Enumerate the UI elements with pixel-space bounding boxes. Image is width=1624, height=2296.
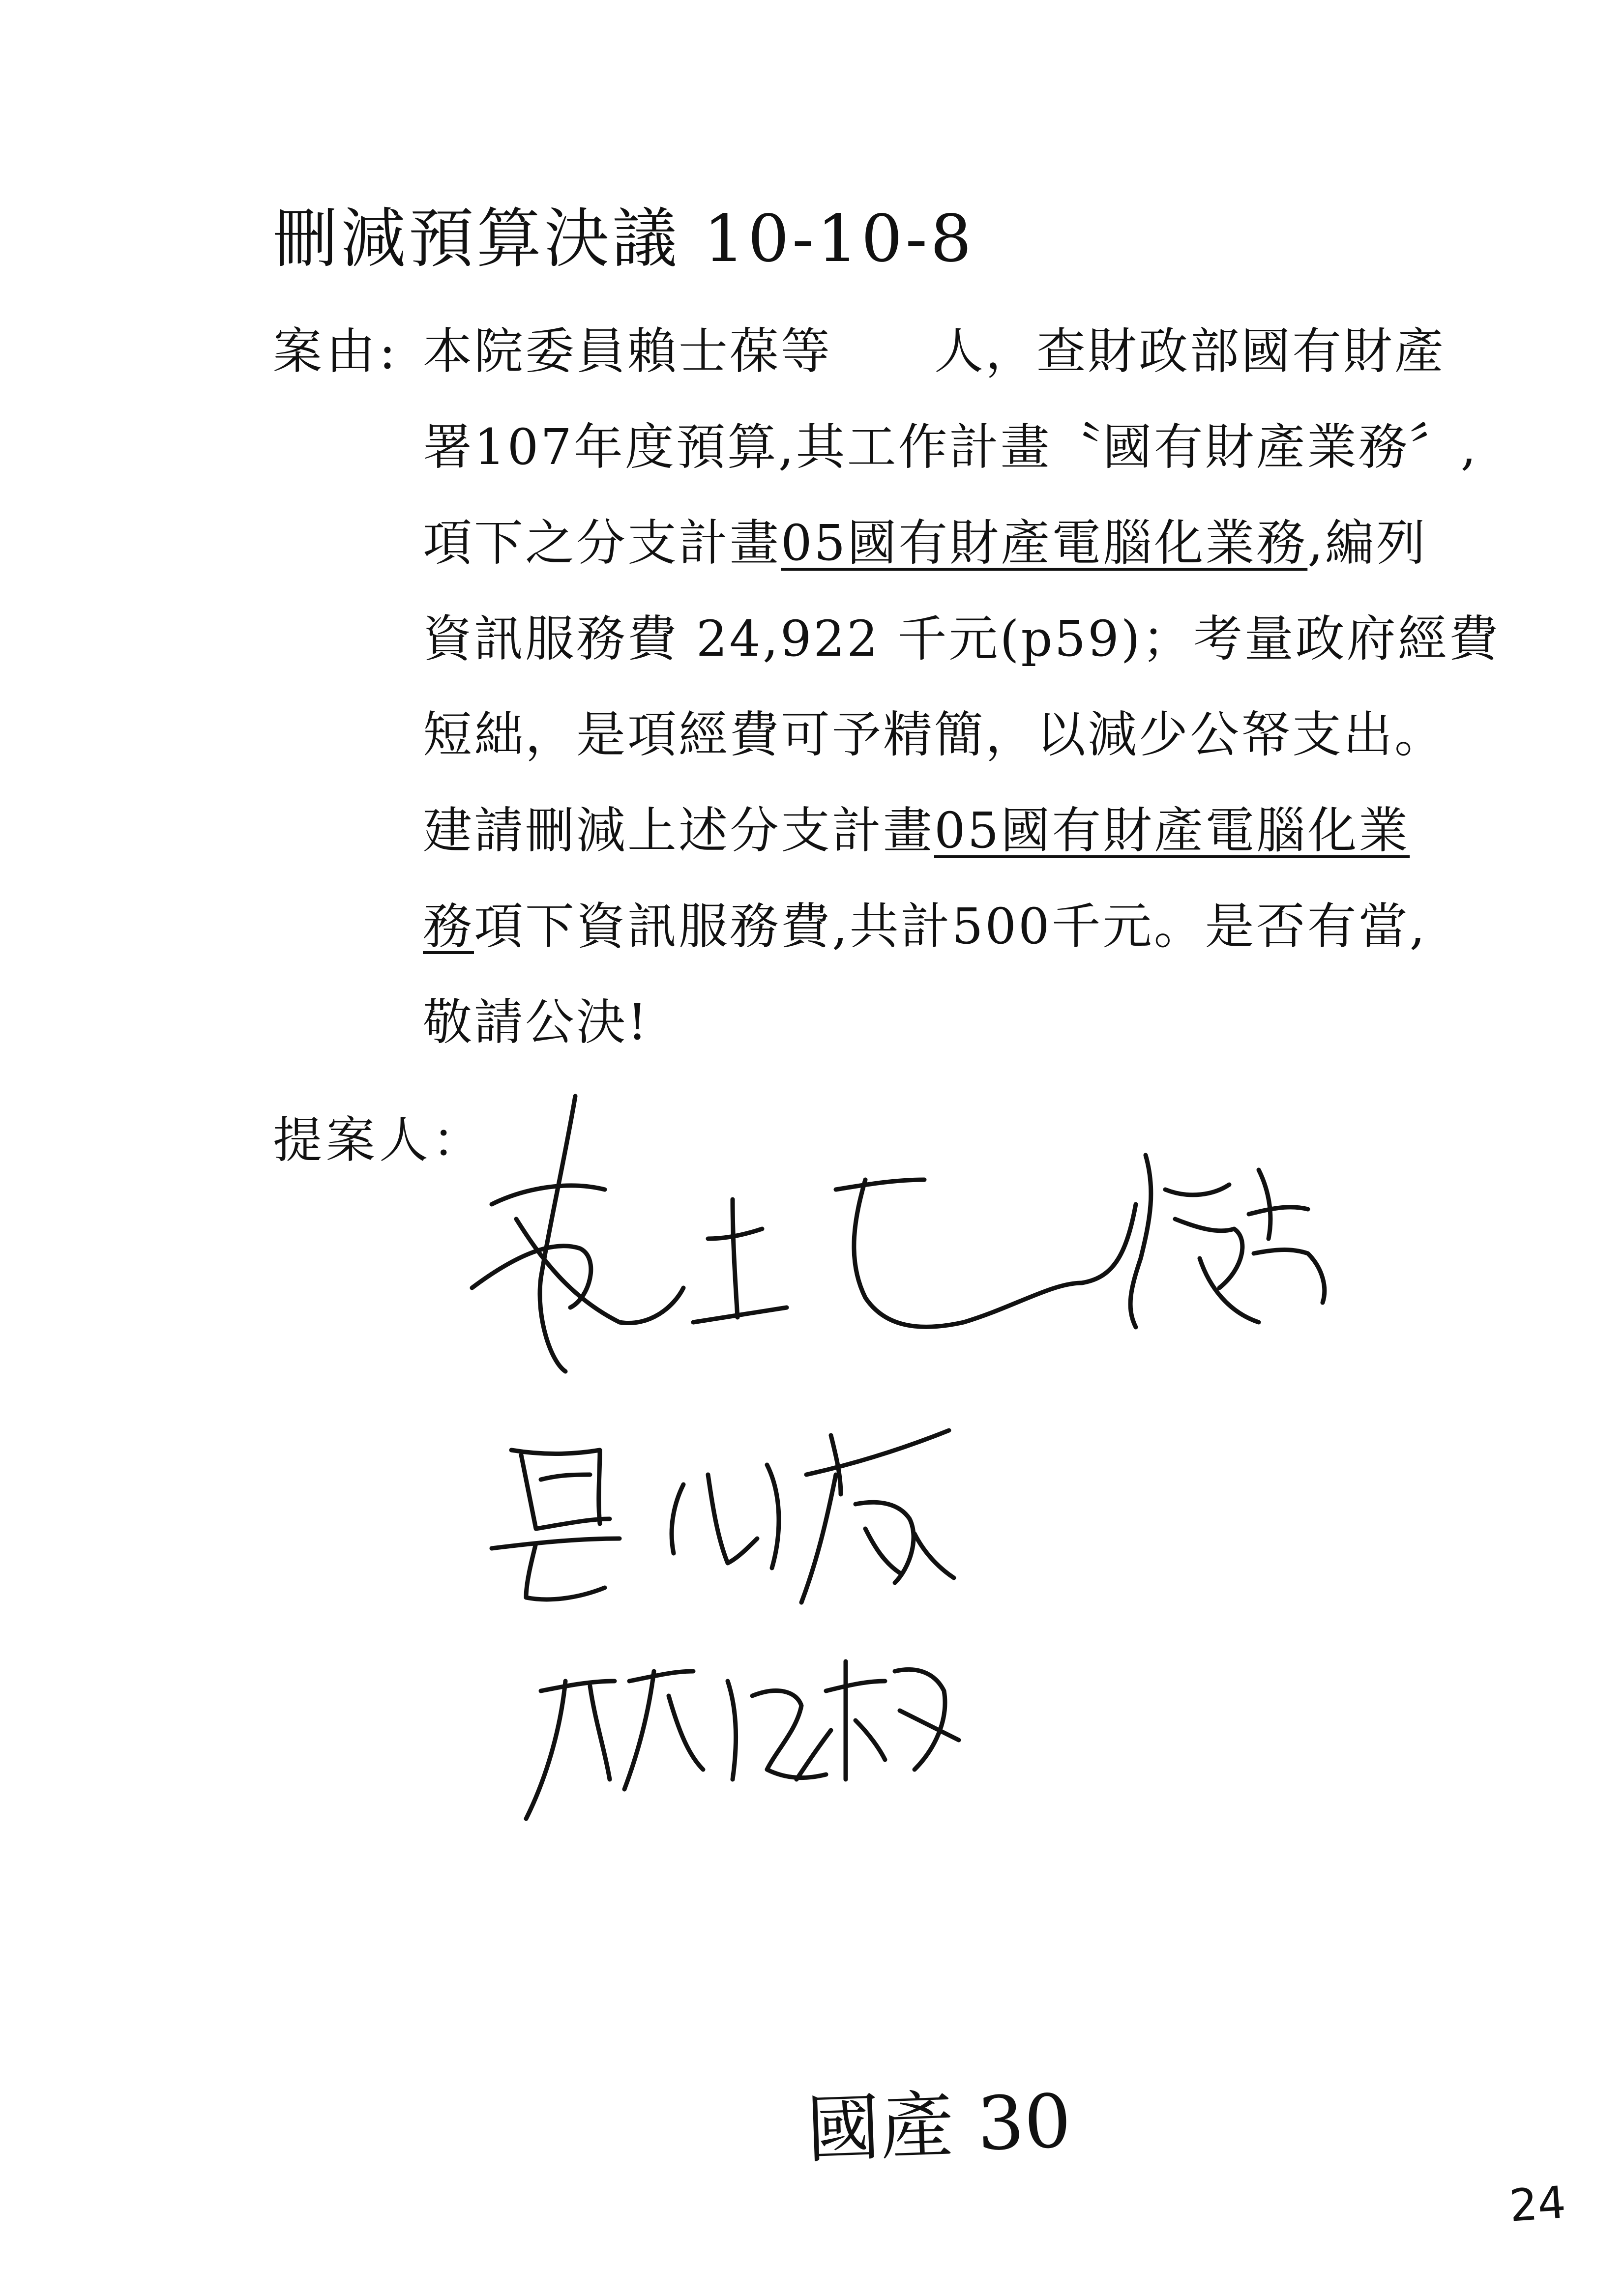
- signature-2: [492, 1430, 954, 1602]
- body-text: 建請刪減上述分支計畫: [423, 802, 934, 859]
- body-line-7: [423, 898, 1427, 955]
- body-line-8: [423, 993, 1426, 1051]
- body-line-2: [423, 418, 1478, 476]
- underlined-text: 05國有財產電腦化業務: [781, 514, 1308, 572]
- signature-1: [472, 1096, 1325, 1371]
- underlined-text: 05國有財產電腦化業: [934, 802, 1410, 859]
- document-title: 刪減預算決議 10-10-8: [273, 201, 975, 277]
- body-line-3: [423, 514, 1428, 572]
- body-text: ,編列: [1307, 514, 1428, 572]
- body-line-4: [423, 610, 1500, 668]
- body-text: 敬請公決!: [423, 993, 650, 1051]
- body-line-5: [423, 706, 1446, 763]
- footer-handwritten-mark: 國產 30: [805, 2078, 1073, 2174]
- body-text: 署107年度預算,其工作計畫〝國有財產業務〞,: [423, 418, 1478, 476]
- body-text: 本院委員賴士葆等 人，查財政部國有財產: [423, 322, 1446, 380]
- case-label: 案由:: [273, 322, 400, 380]
- signature-3: [526, 1661, 959, 1819]
- body-line-1: [423, 322, 1446, 380]
- body-text: 資訊服務費 24,922 千元(p59)；考量政府經費: [423, 610, 1500, 668]
- body-line-6: [423, 802, 1426, 859]
- page-number: 24: [1507, 2177, 1568, 2232]
- body-text: 項下資訊服務費,共計500千元。是否有當,: [474, 898, 1427, 955]
- proposer-label: 提案人：: [273, 1111, 485, 1169]
- body-text: 短絀，是項經費可予精簡，以減少公帑支出。: [423, 706, 1446, 763]
- underlined-text: 務: [423, 898, 474, 955]
- body-text: 項下之分支計畫: [423, 514, 781, 572]
